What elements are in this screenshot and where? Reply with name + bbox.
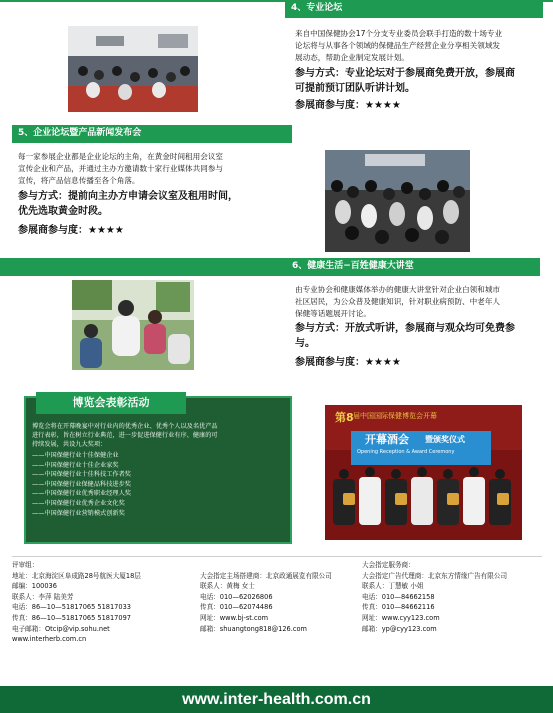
footer-bar <box>0 686 553 713</box>
award-item: ——中国保健行业十佳企业家奖 <box>32 461 119 469</box>
contact-column-organizer: 评审组： 地址：北京海淀区阜成路28号航医大厦18层 邮编：100036 联系人：李萍 陆美芳 电话：86—10—51817065 51817033 传真：86—10—51817065 51817097 电子邮箱：Otcip@vip.sohu.net www.interherb.com.cn <box>12 561 141 644</box>
award-item: ——中国保健行业优秀职业经理人奖 <box>32 490 131 498</box>
award-item: ——中国保健行业十佳科技工作者奖 <box>32 471 131 479</box>
awards-panel <box>24 396 292 544</box>
footer-url[interactable]: www.inter-health.com.cn <box>182 691 371 708</box>
section-4-participation: 参与方式：专业论坛对于参展商免费开放，参展商 可提前预订团队听讲计划。 <box>295 68 515 94</box>
banner-headline: 届中国国际保健博览会开幕 <box>353 412 437 420</box>
section-6-title-bar <box>0 258 540 276</box>
section-5-rating: 参展商参与度：★★★★ <box>18 225 124 236</box>
award-ceremony-photo <box>325 405 522 540</box>
section-6-description: 由专业协会和健康媒体举办的健康大讲堂针对企业白领和城市 社区居民，为公众普及健康知识，针对职业病预防、中老年人 保健等话题展开讨论。 <box>295 285 501 318</box>
section-4-description: 来自中国保健协会17个分支专业委员会联手打造的数十场专业 论坛将与从事各个领域的保健品生产经营企业分享相关领域发 展动态，帮助企业制定发展计划。 <box>295 29 503 62</box>
contact-column-builder: 大会指定主场搭建商：北京政通展览有限公司 联系人：黄梅 女士 电话：010—62026806 传真：010—62074486 网址：www.bj-st.com 邮箱：shuangtong818@126.com <box>200 571 332 633</box>
forum-photo <box>68 26 198 112</box>
award-item: ——中国保健行业营销模式创新奖 <box>32 509 125 517</box>
section-4-title: 4、专业论坛 <box>291 3 343 13</box>
banner-sign: 开幕酒会 <box>365 433 409 446</box>
press-conference-photo <box>325 150 470 252</box>
awards-title: 博览会表彰活动 <box>36 392 186 414</box>
award-item: ——中国保健行业优秀企业文化奖 <box>32 499 125 507</box>
section-6-rating: 参展商参与度：★★★★ <box>295 357 401 368</box>
section-6-title: 6、健康生活−百姓健康大讲堂 <box>292 261 414 271</box>
health-lecture-photo <box>72 280 194 370</box>
section-4-title-bar <box>285 0 543 18</box>
section-5-title: 5、企业论坛暨产品新闻发布会 <box>18 128 142 138</box>
award-item: ——中国保健行业十佳保健企业 <box>32 452 119 459</box>
contact-column-service: 大会指定服务商： 大会指定广告代理商：北京东方情缘广告有限公司 联系人：丁慧敏 小姐 电话：010—84662158 传真：010—84662116 网址：www.cyy123.com 邮箱：yp@cyy123.com <box>362 561 508 633</box>
section-6-participation: 参与方式：开放式听讲，参展商与观众均可免费参 与。 <box>295 323 515 349</box>
awards-list <box>32 451 287 518</box>
banner-subtitle: Opening Reception & Award Ceremony <box>357 449 455 455</box>
award-item: ——中国保健行业保健品科技进步奖 <box>32 480 131 488</box>
section-5-description: 每一家参展企业都是企业论坛的主角，在黄金时间租用会议室 宣传企业和产品，并通过主办方邀请数十家行业媒体共同参与 宣传，将产品信息传播至各个角落。 <box>18 152 224 185</box>
contacts-divider <box>12 556 542 557</box>
banner-number: 第8 <box>335 411 354 424</box>
banner-sign-2: 暨颁奖仪式 <box>425 435 465 444</box>
section-4-rating: 参展商参与度：★★★★ <box>295 100 401 111</box>
awards-description: 博览会将在开幕晚宴中对行业内的优秀企业、优秀个人以及名优产品 进行表彰，旨在树立行业典范，进一步促进保健行业有序、健康的可 持续发展，共设九大奖项： <box>32 423 218 449</box>
section-5-participation: 参与方式：提前向主办方申请会议室及租用时间， 优先选取黄金时段。 <box>18 191 238 217</box>
section-5-title-bar <box>12 125 292 143</box>
